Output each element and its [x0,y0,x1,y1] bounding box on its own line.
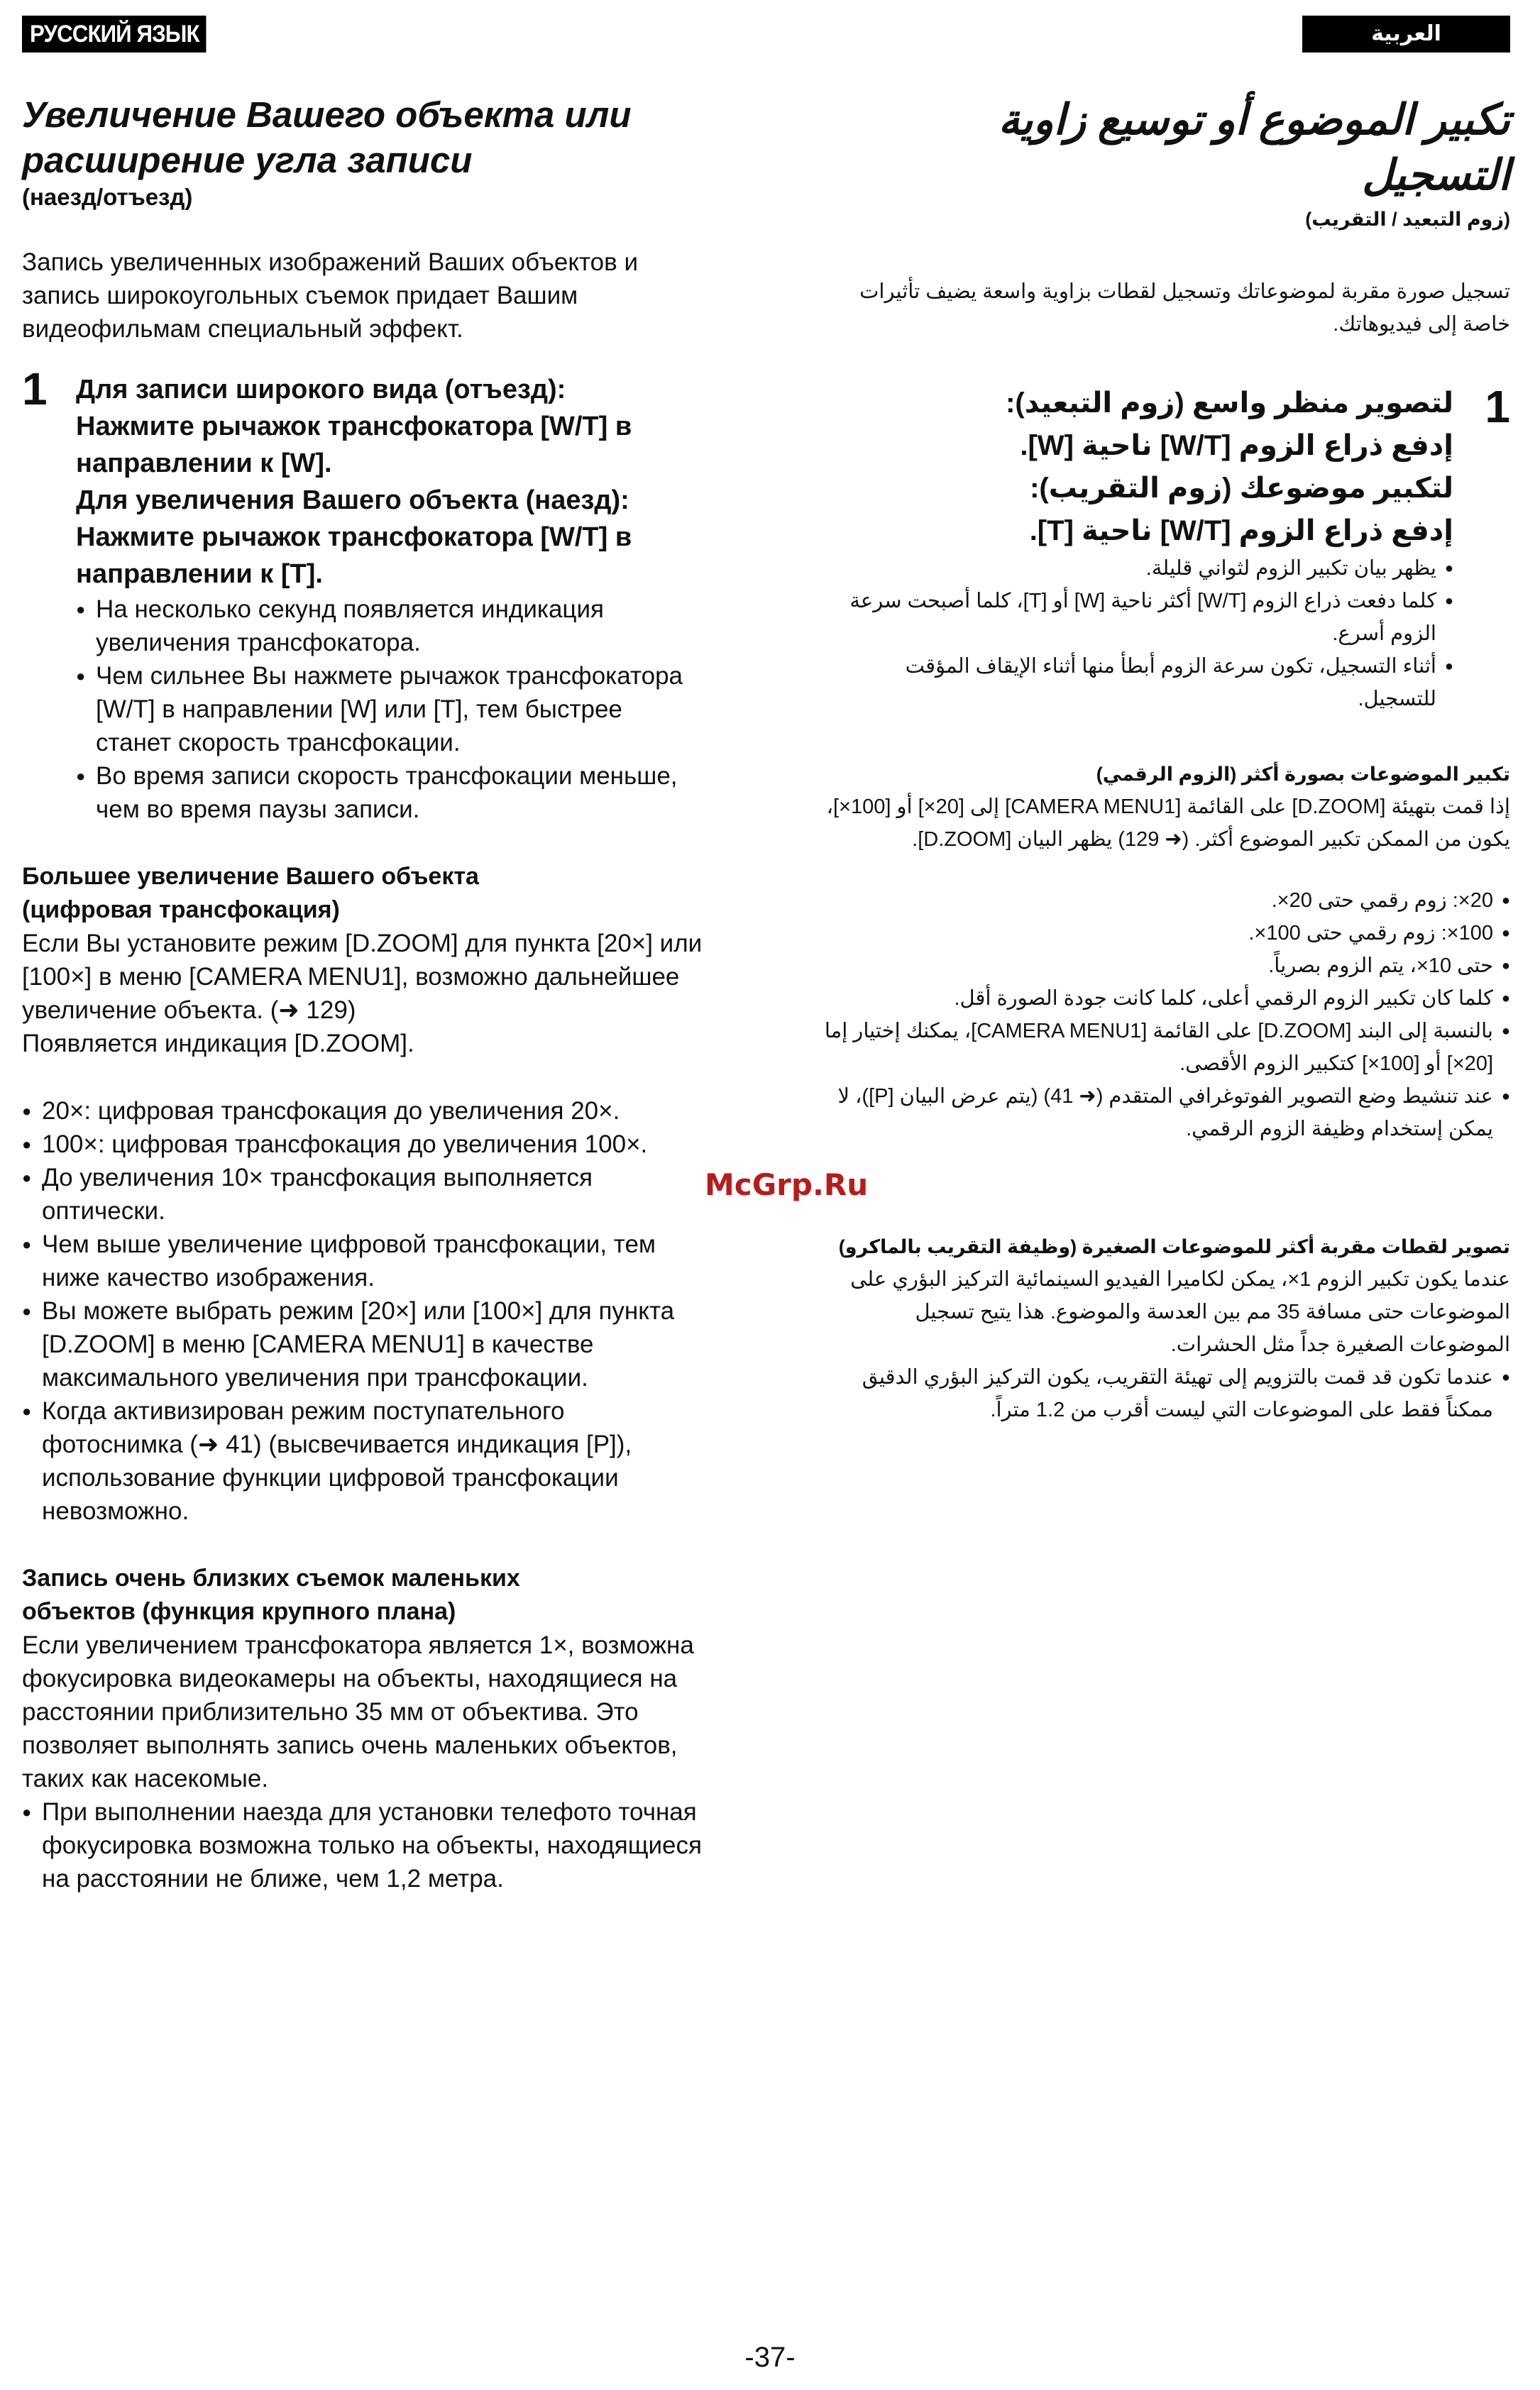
list-item: ● До увеличения 10× трансфокация выполняется оптически. [22,1161,703,1228]
ar-step-line2: إدفع ذراع الزوم [W/T] ناحية [W]. [1020,430,1453,461]
ru-digital-bullets [22,1094,703,1528]
ar-step-1 [823,382,1510,715]
list-item: ● При выполнении наезда для установки телефото точная фокусировка возможна только на объекты, находящиеся на расстоянии не ближе, чем 1,2 метра. [22,1795,703,1895]
ru-macro-title-line2: объектов (функция крупного плана) [22,1598,456,1625]
arabic-column [823,92,1510,1426]
ar-digital-title: تكبير الموضوعات بصورة أكثر (الزوم الرقمي) [1096,764,1510,785]
ru-digital-title-line1: Большее увеличение Вашего объекта [22,863,479,890]
ru-step-bullets [76,593,703,826]
ru-step-tele-action: Нажмите рычажок трансфокатора [W/T] в направлении к [T]. [76,522,632,589]
ru-step-number: 1 [22,363,48,414]
ar-title-line1: تكبير الموضوع أو توسيع زاوية [998,96,1510,143]
ar-title-line2: التسجيل [1362,151,1510,199]
language-tab-arabic: العربية [1302,16,1510,53]
watermark: McGrp.Ru [705,1167,869,1202]
list-item: ● 20×: زوم رقمي حتى 20×. [823,884,1510,917]
language-tab-russian: РУССКИЙ ЯЗЫК [22,16,206,53]
list-item: ● 100×: زوم رقمي حتى 100×. [823,917,1510,949]
ar-digital-bullets [823,884,1510,1145]
list-item: ● يظهر بيان تكبير الزوم لثواني قليلة. [823,552,1453,585]
list-item: ● عندما تكون قد قمت بالتزويم إلى تهيئة التقريب، يكون التركيز البؤري الدقيق ممكناً فقط على الموضوعات التي ليست أقرب من 1.2 متراً. [823,1361,1510,1426]
ar-step-line4: إدفع ذراع الزوم [W/T] ناحية [T]. [1029,515,1453,546]
ru-digital-title-line2: (цифровая трансфокация) [22,896,340,923]
page-number: -37- [744,2342,796,2373]
list-item: ● بالنسبة إلى البند [D.ZOOM] على القائمة [CAMERA MENU1]، يمكنك إختيار إما [20×] أو [100×] كتكبير الزوم الأقصى. [823,1015,1510,1080]
ru-subtitle: (наезд/отъезд) [22,184,193,210]
ar-intro: تسجيل صورة مقربة لموضوعاتك وتسجيل لقطات بزاوية واسعة يضيف تأثيرات خاصة إلى فيديوهاتك. [859,280,1510,336]
list-item: ● كلما دفعت ذراع الزوم [W/T] أكثر ناحية [W] أو [T]، كلما أصبحت سرعة الزوم أسرع. [823,585,1453,650]
ru-step-1 [22,363,703,826]
list-item: ● На несколько секунд появляется индикация увеличения трансфокатора. [76,593,703,659]
list-item: ● Вы можете выбрать режим [20×] или [100×] для пункта [D.ZOOM] в меню [CAMERA MENU1] в качестве максимального увеличения при трансфокации. [22,1294,703,1394]
ar-digital-section [823,758,1510,1145]
list-item: ● Когда активизирован режим поступательного фотоснимка (➜ 41) (высвечивается индикация [P]), использование функции цифровой трансфокации невозможно. [22,1394,703,1528]
ar-macro-bullets [823,1361,1510,1426]
ar-step-number: 1 [1485,381,1510,432]
ar-macro-text: عندما يكون تكبير الزوم 1×، يمكن لكاميرا الفيديو السينمائية التركيز البؤري على الموضوعات حتى مسافة 35 مم بين العدسة والموضوع. هذا يتيح تسجيل الموضوعات الصغيرة جداً مثل الحشرات. [850,1268,1510,1356]
list-item: ● Чем сильнее Вы нажмете рычажок трансфокатора [W/T] в направлении [W] или [T], тем быстрее станет скорость трансфокации. [76,659,703,759]
list-item: ● Во время записи скорость трансфокации меньше, чем во время паузы записи. [76,759,703,826]
ru-step-wide-action: Нажмите рычажок трансфокатора [W/T] в направлении к [W]. [76,412,632,478]
ru-step-wide-label: Для записи широкого вида (отъезд): [76,375,566,404]
ru-title-line2: расширение угла записи [22,140,473,180]
ru-macro-bullets [22,1795,703,1895]
ar-step-line3: لتكبير موضوعك (زوم التقريب): [1030,473,1453,504]
ar-step-bullets [823,552,1453,715]
list-item: ● 100×: цифровая трансфокация до увеличения 100×. [22,1128,703,1161]
list-item: ● عند تنشيط وضع التصوير الفوتوغرافي المتقدم (➜ 41) (يتم عرض البيان [P])، لا يمكن إستخدام وظيفة الزوم الرقمي. [823,1080,1510,1145]
ar-digital-text: إذا قمت بتهيئة [D.ZOOM] على القائمة [CAMERA MENU1] إلى [20×] أو [100×]، يكون من الممكن تكبير الموضوع أكثر. (➜ 129) يظهر البيان [D.ZOOM]. [826,795,1510,851]
russian-column [22,92,703,1895]
ar-macro-section [823,1230,1510,1426]
list-item: ● 20×: цифровая трансфокация до увеличения 20×. [22,1094,703,1128]
ru-intro: Запись увеличенных изображений Ваших объектов и запись широкоугольных съемок придает Вашим видеофильмам специальный эффект. [22,248,638,343]
ar-macro-title: تصوير لقطات مقربة أكثر للموضوعات الصغيرة (وظيفة التقريب بالماكرو) [838,1236,1510,1257]
ar-step-line1: لتصوير منظر واسع (زوم التبعيد): [1006,387,1453,419]
ru-title-line1: Увеличение Вашего объекта или [22,94,632,135]
list-item: ● أثناء التسجيل، تكون سرعة الزوم أبطأ منها أثناء الإيقاف المؤقت للتسجيل. [823,650,1453,715]
ru-step-tele-label: Для увеличения Вашего объекта (наезд): [76,485,629,515]
ru-macro-title-line1: Запись очень близких съемок маленьких [22,1565,520,1592]
ru-digital-text2: Появляется индикация [D.ZOOM]. [22,1030,414,1057]
list-item: ● Чем выше увеличение цифровой трансфокации, тем ниже качество изображения. [22,1228,703,1294]
ar-subtitle: (زوم التبعيد / التقريب) [1305,209,1510,230]
ru-digital-text: Если Вы установите режим [D.ZOOM] для пункта [20×] или [100×] в меню [CAMERA MENU1], возможно дальнейшее увеличение объекта. (➜ 129) [22,930,703,1024]
list-item: ● كلما كان تكبير الزوم الرقمي أعلى، كلما كانت جودة الصورة أقل. [823,982,1510,1015]
ru-macro-text: Если увеличением трансфокатора является 1×, возможна фокусировка видеокамеры на объекты, находящиеся на расстоянии приблизительно 35 мм от объектива. Это позволяет выполнять запись очень маленьких объектов, таких как насекомые. [22,1631,694,1792]
list-item: ● حتى 10×، يتم الزوم بصرياً. [823,949,1510,982]
